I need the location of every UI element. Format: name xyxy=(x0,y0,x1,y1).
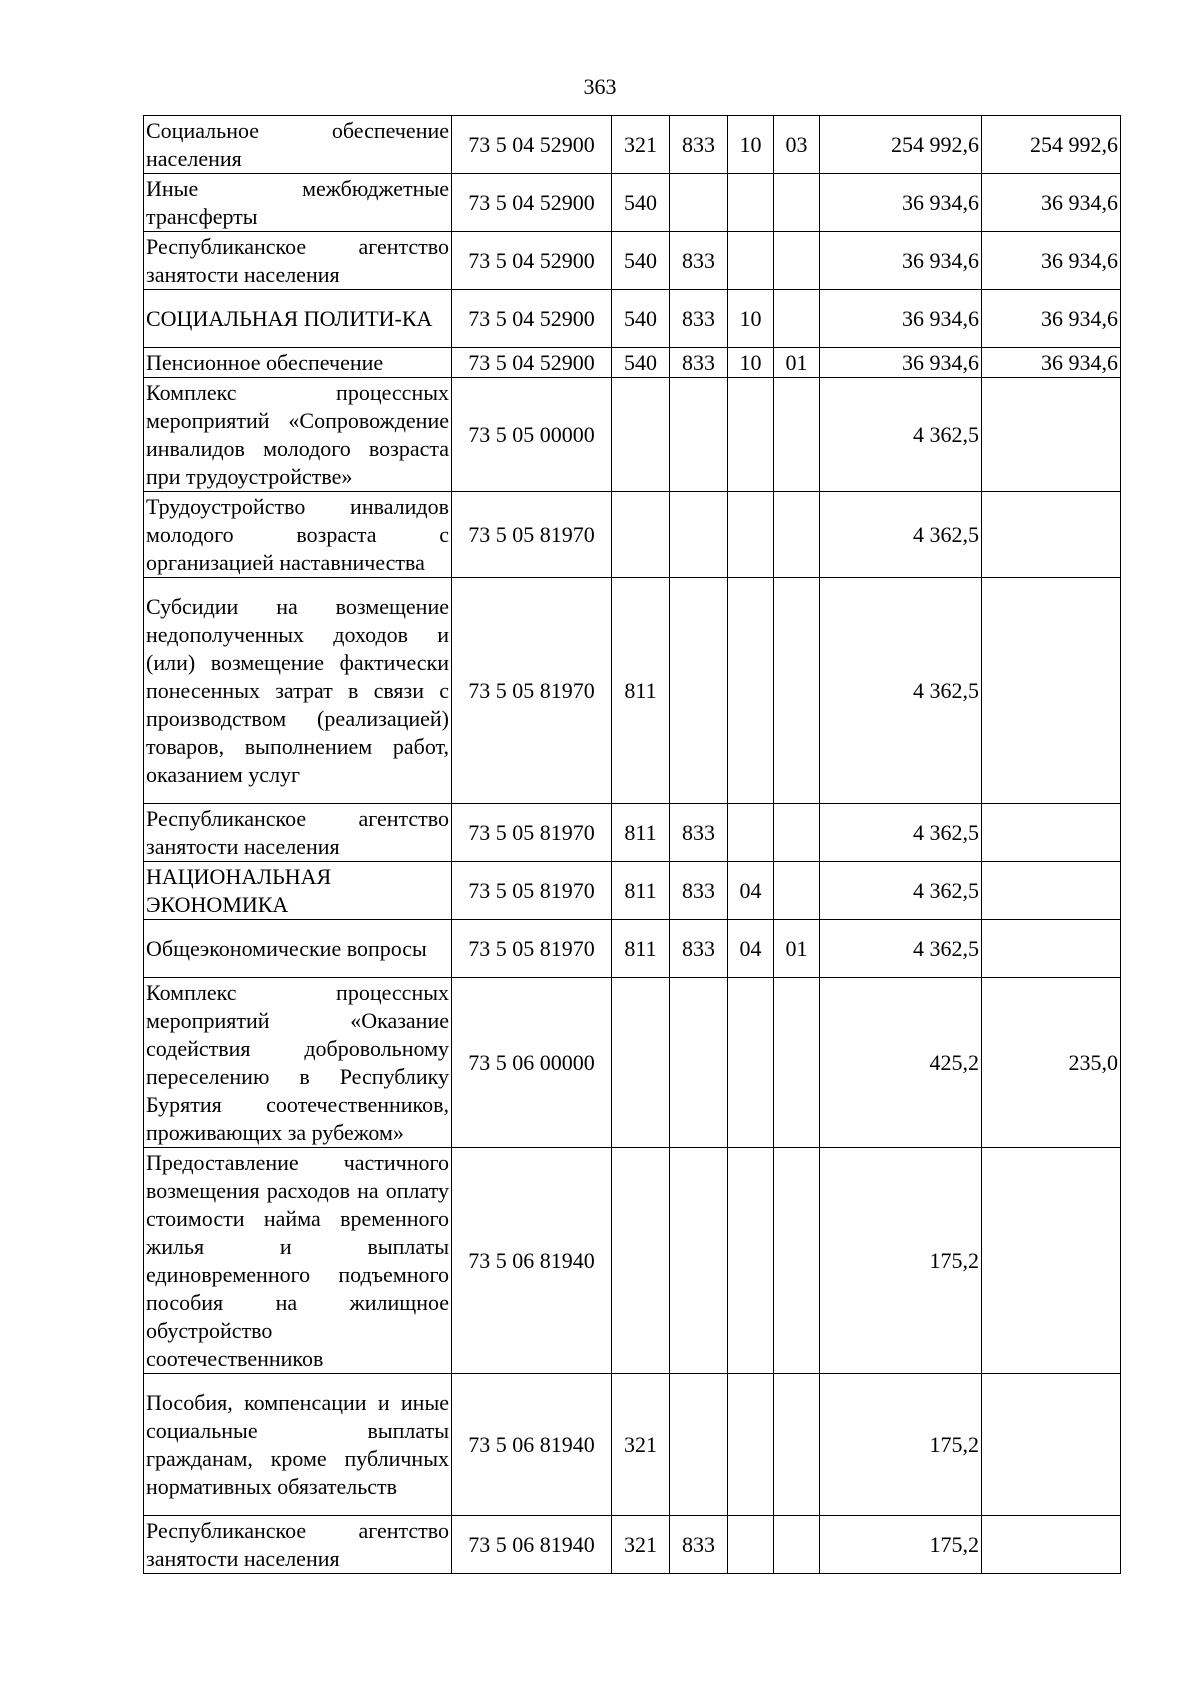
amount-2: 36 934,6 xyxy=(982,232,1121,290)
amount-2 xyxy=(982,492,1121,578)
expense-type: 321 xyxy=(612,1516,670,1574)
admin-code xyxy=(670,1148,728,1374)
row-name: Социальное обеспечение населения xyxy=(144,116,452,174)
target-code: 73 5 05 81970 xyxy=(452,492,612,578)
table-row xyxy=(144,348,1121,378)
section-code xyxy=(728,1374,774,1516)
subsection-code xyxy=(774,378,820,492)
expense-type: 811 xyxy=(612,862,670,920)
table-row xyxy=(144,1374,1121,1516)
amount-2 xyxy=(982,804,1121,862)
row-name: Общеэкономические вопросы xyxy=(144,920,452,978)
expense-type: 540 xyxy=(612,232,670,290)
row-name: Субсидии на возмещение недополученных доходов и (или) возмещение фактически понесенных затрат в связи с производством (реализацией) товаров, выполнением работ, оказанием услуг xyxy=(144,578,452,804)
amount-1: 36 934,6 xyxy=(820,232,982,290)
expense-type: 540 xyxy=(612,290,670,348)
subsection-code: 01 xyxy=(774,920,820,978)
amount-1: 36 934,6 xyxy=(820,290,982,348)
expense-type: 811 xyxy=(612,920,670,978)
section-code: 10 xyxy=(728,348,774,378)
admin-code xyxy=(670,1374,728,1516)
table-row xyxy=(144,804,1121,862)
section-code xyxy=(728,804,774,862)
subsection-code xyxy=(774,862,820,920)
section-code: 04 xyxy=(728,862,774,920)
section-code: 04 xyxy=(728,920,774,978)
amount-1: 4 362,5 xyxy=(820,920,982,978)
section-code xyxy=(728,174,774,232)
page-number: 363 xyxy=(583,74,617,99)
row-name: Иные межбюджетные трансферты xyxy=(144,174,452,232)
row-name: Комплекс процессных мероприятий «Оказание содействия добровольному переселению в Республику Бурятия соотечественников, проживающих за рубежом» xyxy=(144,978,452,1148)
amount-1: 36 934,6 xyxy=(820,348,982,378)
row-name: НАЦИОНАЛЬНАЯ ЭКОНОМИКА xyxy=(144,862,452,920)
admin-code xyxy=(670,978,728,1148)
admin-code xyxy=(670,174,728,232)
table-row xyxy=(144,174,1121,232)
target-code: 73 5 05 81970 xyxy=(452,804,612,862)
amount-1: 4 362,5 xyxy=(820,862,982,920)
table-row xyxy=(144,378,1121,492)
table-row xyxy=(144,290,1121,348)
row-name: Республиканское агентство занятости населения xyxy=(144,1516,452,1574)
amount-2: 36 934,6 xyxy=(982,290,1121,348)
section-code xyxy=(728,578,774,804)
subsection-code xyxy=(774,1516,820,1574)
amount-2 xyxy=(982,1374,1121,1516)
section-code xyxy=(728,1148,774,1374)
table-row xyxy=(144,492,1121,578)
target-code: 73 5 06 81940 xyxy=(452,1148,612,1374)
admin-code: 833 xyxy=(670,1516,728,1574)
amount-1: 175,2 xyxy=(820,1516,982,1574)
admin-code: 833 xyxy=(670,920,728,978)
section-code: 10 xyxy=(728,290,774,348)
row-name: Республиканское агентство занятости населения xyxy=(144,232,452,290)
admin-code: 833 xyxy=(670,348,728,378)
admin-code: 833 xyxy=(670,862,728,920)
expense-type xyxy=(612,492,670,578)
amount-1: 254 992,6 xyxy=(820,116,982,174)
target-code: 73 5 04 52900 xyxy=(452,174,612,232)
expense-type: 321 xyxy=(612,116,670,174)
subsection-code xyxy=(774,492,820,578)
row-name: Пособия, компенсации и иные социальные выплаты гражданам, кроме публичных нормативных обязательств xyxy=(144,1374,452,1516)
section-code xyxy=(728,978,774,1148)
table-row xyxy=(144,1148,1121,1374)
budget-table xyxy=(143,115,1121,1574)
amount-2 xyxy=(982,862,1121,920)
table-row xyxy=(144,920,1121,978)
subsection-code xyxy=(774,290,820,348)
section-code xyxy=(728,232,774,290)
row-name: Предоставление частичного возмещения расходов на оплату стоимости найма временного жилья и выплаты единовременного подъемного пособия на жилищное обустройство соотечественников xyxy=(144,1148,452,1374)
amount-2 xyxy=(982,1516,1121,1574)
table-row xyxy=(144,232,1121,290)
amount-2: 235,0 xyxy=(982,978,1121,1148)
section-code xyxy=(728,378,774,492)
table-row xyxy=(144,978,1121,1148)
subsection-code: 01 xyxy=(774,348,820,378)
table-row xyxy=(144,1516,1121,1574)
target-code: 73 5 04 52900 xyxy=(452,232,612,290)
row-name: Трудоустройство инвалидов молодого возраста с организацией наставничества xyxy=(144,492,452,578)
amount-1: 4 362,5 xyxy=(820,578,982,804)
row-name: Пенсионное обеспечение xyxy=(144,348,452,378)
amount-2: 36 934,6 xyxy=(982,174,1121,232)
amount-2 xyxy=(982,1148,1121,1374)
expense-type xyxy=(612,1148,670,1374)
target-code: 73 5 05 00000 xyxy=(452,378,612,492)
subsection-code xyxy=(774,232,820,290)
subsection-code xyxy=(774,578,820,804)
amount-2: 36 934,6 xyxy=(982,348,1121,378)
amount-2 xyxy=(982,578,1121,804)
amount-1: 175,2 xyxy=(820,1374,982,1516)
target-code: 73 5 05 81970 xyxy=(452,578,612,804)
row-name: Республиканское агентство занятости населения xyxy=(144,804,452,862)
admin-code: 833 xyxy=(670,116,728,174)
amount-1: 175,2 xyxy=(820,1148,982,1374)
expense-type: 811 xyxy=(612,578,670,804)
subsection-code xyxy=(774,174,820,232)
section-code: 10 xyxy=(728,116,774,174)
target-code: 73 5 06 81940 xyxy=(452,1374,612,1516)
target-code: 73 5 05 81970 xyxy=(452,920,612,978)
expense-type: 321 xyxy=(612,1374,670,1516)
expense-type xyxy=(612,378,670,492)
expense-type: 540 xyxy=(612,348,670,378)
amount-1: 4 362,5 xyxy=(820,378,982,492)
amount-1: 4 362,5 xyxy=(820,804,982,862)
section-code xyxy=(728,492,774,578)
table-row xyxy=(144,862,1121,920)
expense-type: 540 xyxy=(612,174,670,232)
target-code: 73 5 06 81940 xyxy=(452,1516,612,1574)
subsection-code: 03 xyxy=(774,116,820,174)
admin-code: 833 xyxy=(670,290,728,348)
target-code: 73 5 04 52900 xyxy=(452,116,612,174)
subsection-code xyxy=(774,1374,820,1516)
admin-code xyxy=(670,378,728,492)
table-row xyxy=(144,578,1121,804)
amount-1: 4 362,5 xyxy=(820,492,982,578)
admin-code xyxy=(670,492,728,578)
expense-type: 811 xyxy=(612,804,670,862)
subsection-code xyxy=(774,978,820,1148)
target-code: 73 5 04 52900 xyxy=(452,348,612,378)
admin-code: 833 xyxy=(670,804,728,862)
admin-code: 833 xyxy=(670,232,728,290)
row-name: Комплекс процессных мероприятий «Сопровождение инвалидов молодого возраста при трудоустройстве» xyxy=(144,378,452,492)
target-code: 73 5 05 81970 xyxy=(452,862,612,920)
amount-1: 425,2 xyxy=(820,978,982,1148)
table-row xyxy=(144,116,1121,174)
expense-type xyxy=(612,978,670,1148)
amount-1: 36 934,6 xyxy=(820,174,982,232)
amount-2 xyxy=(982,920,1121,978)
subsection-code xyxy=(774,804,820,862)
row-name: СОЦИАЛЬНАЯ ПОЛИТИ-КА xyxy=(144,290,452,348)
amount-2: 254 992,6 xyxy=(982,116,1121,174)
target-code: 73 5 04 52900 xyxy=(452,290,612,348)
amount-2 xyxy=(982,378,1121,492)
section-code xyxy=(728,1516,774,1574)
admin-code xyxy=(670,578,728,804)
subsection-code xyxy=(774,1148,820,1374)
target-code: 73 5 06 00000 xyxy=(452,978,612,1148)
